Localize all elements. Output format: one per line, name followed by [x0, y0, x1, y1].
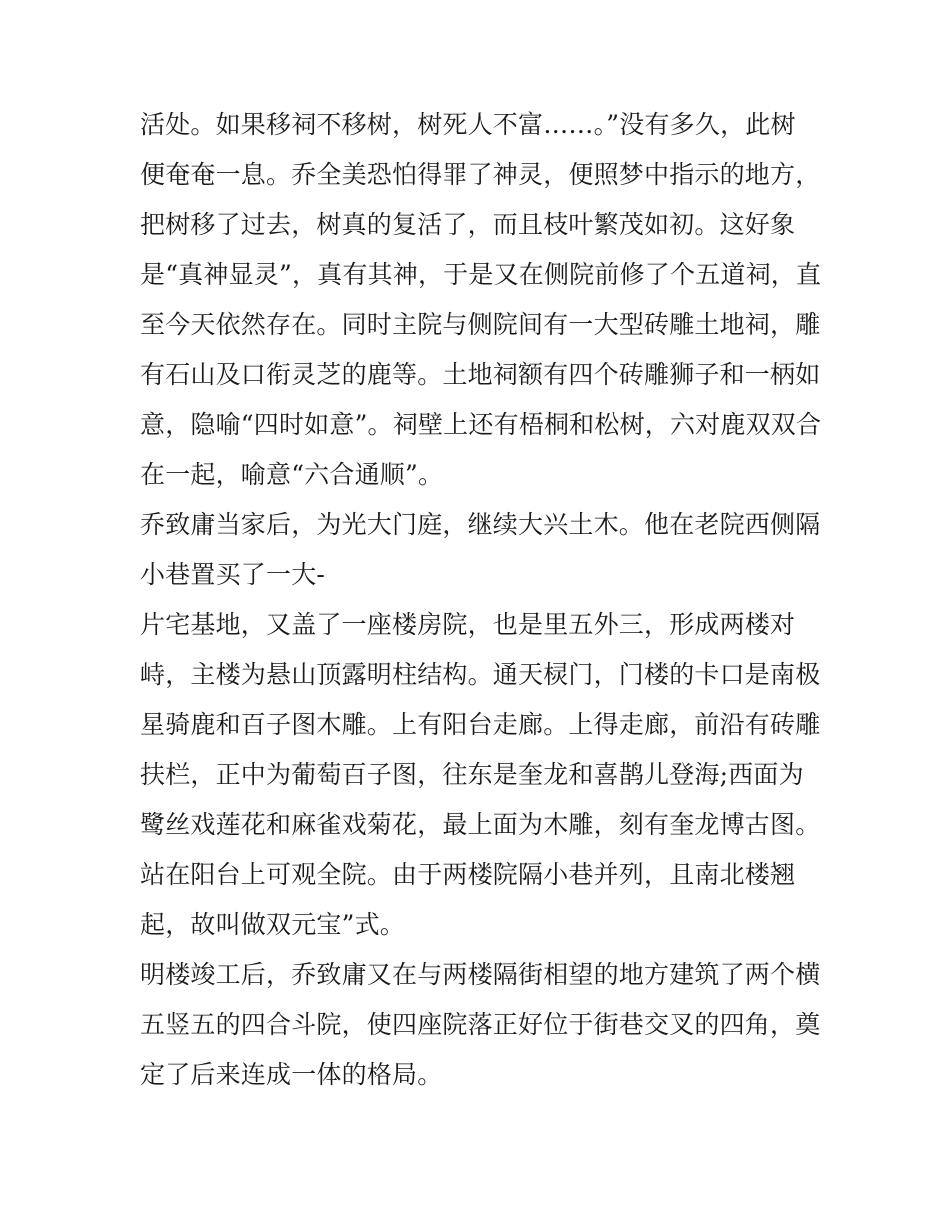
text-line: 在一起，喻意“六合通顺”。: [140, 460, 444, 489]
text-line: 有石山及口衔灵芝的鹿等。土地祠额有四个砖雕狮子和一柄如: [140, 360, 821, 389]
text-line: 起，故叫做双元宝”式。: [140, 910, 405, 939]
text-line: 把树移了过去，树真的复活了，而且枝叶繁茂如初。这好象: [140, 210, 796, 239]
text-line: 便奄奄一息。乔全美恐怕得罪了神灵，便照梦中指示的地方，: [140, 160, 821, 189]
text-line: 小巷置买了一大-: [140, 560, 326, 589]
text-line: 明楼竣工后，乔致庸又在与两楼隔街相望的地方建筑了两个横: [140, 960, 821, 989]
text-line: 是“真神显灵”，真有其神，于是又在侧院前修了个五道祠，直: [140, 260, 822, 289]
document-body: [140, 100, 822, 1100]
text-line: 意，隐喻“四时如意”。祠壁上还有梧桐和松树，六对鹿双双合: [140, 410, 822, 439]
text-line: 定了后来连成一体的格局。: [140, 1060, 443, 1089]
text-line: 扶栏，正中为葡萄百子图，往东是奎龙和喜鹊儿登海;西面为: [140, 760, 804, 789]
text-line: 站在阳台上可观全院。由于两楼院隔小巷并列，且南北楼翘: [140, 860, 796, 889]
text-line: 五竖五的四合斗院，使四座院落正好位于街巷交叉的四角，奠: [140, 1010, 821, 1039]
text-line: 峙，主楼为悬山顶露明柱结构。通天棂门，门楼的卡口是南极: [140, 660, 821, 689]
text-line: 至今天依然存在。同时主院与侧院间有一大型砖雕土地祠，雕: [140, 310, 821, 339]
text-line: 活处。如果移祠不移树，树死人不富……。”没有多久，此树: [140, 110, 796, 139]
text-line: 片宅基地，又盖了一座楼房院，也是里五外三，形成两楼对: [140, 610, 796, 639]
text-line: 乔致庸当家后，为光大门庭，继续大兴土木。他在老院西侧隔: [140, 510, 821, 539]
text-line: 星骑鹿和百子图木雕。上有阳台走廊。上得走廊，前沿有砖雕: [140, 710, 821, 739]
text-line: 鹭丝戏莲花和麻雀戏菊花，最上面为木雕，刻有奎龙博古图。: [140, 810, 821, 839]
